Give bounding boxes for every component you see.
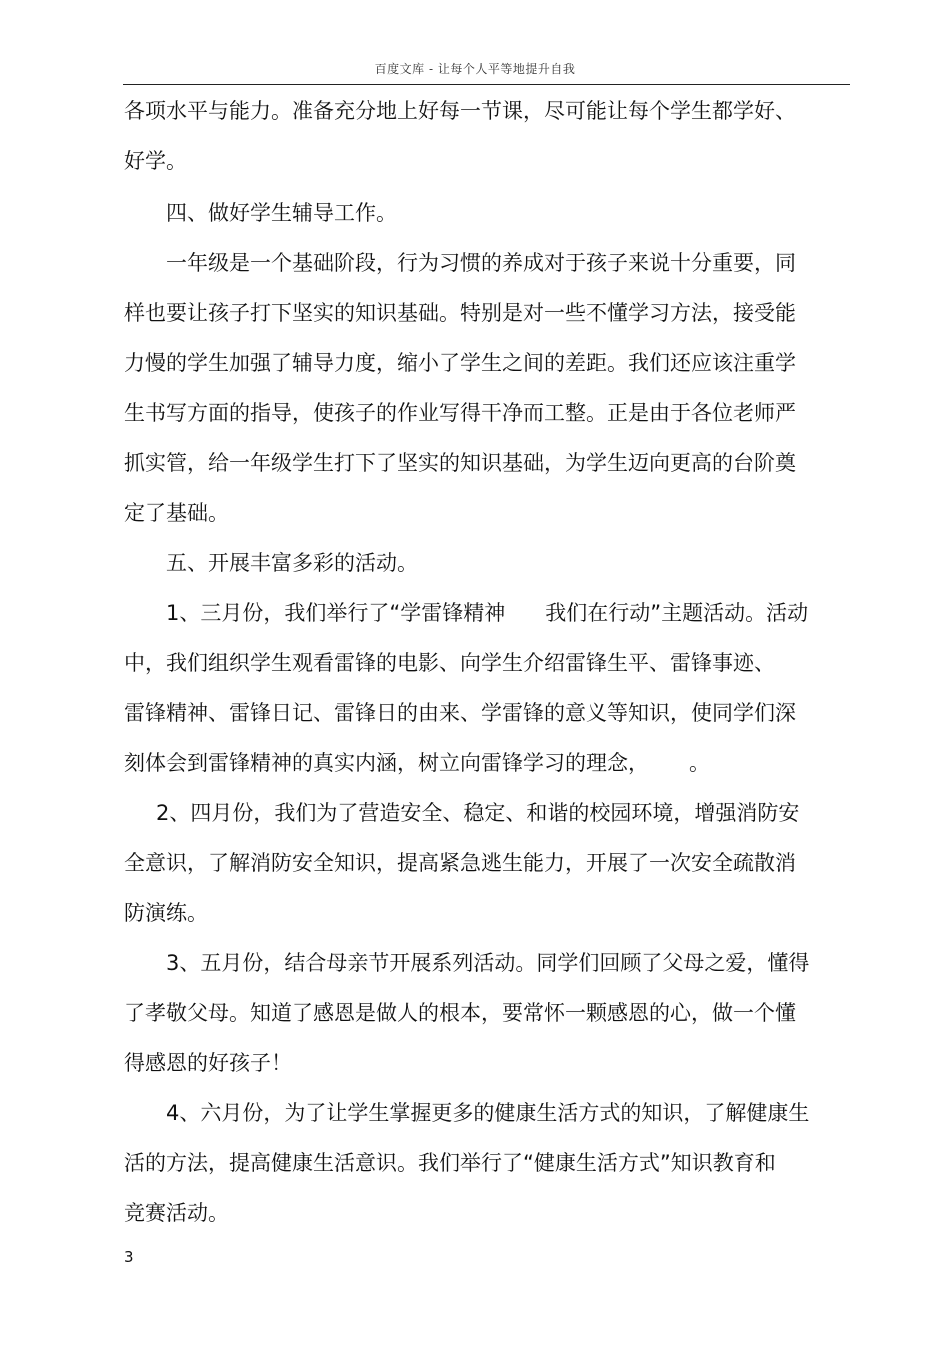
body-line: 力慢的学生加强了辅导力度，缩小了学生之间的差距。我们还应该注重学 [124,351,796,375]
body-line: 了孝敬父母。知道了感恩是做人的根本，要常怀一颗感恩的心，做一个懂 [124,1001,796,1025]
body-line: 雷锋精神、雷锋日记、雷锋日的由来、学雷锋的意义等知识，使同学们深 [124,701,796,725]
header-divider [123,84,850,85]
body-line: 定了基础。 [124,501,229,525]
body-line: 中，我们组织学生观看雷锋的电影、向学生介绍雷锋生平、雷锋事迹、 [124,651,775,675]
body-line: 活的方法，提高健康生活意识。我们举行了“健康生活方式”知识教育和 [124,1151,776,1175]
page-header: 百度文库 - 让每个人平等地提升自我 [374,62,576,76]
body-line: 2、四月份，我们为了营造安全、稳定、和谐的校园环境，增强消防安 [156,801,800,825]
body-line: 竞赛活动。 [124,1201,229,1225]
body-line: 样也要让孩子打下坚实的知识基础。特别是对一些不懂学习方法，接受能 [124,301,796,325]
body-line: 刻体会到雷锋精神的真实内涵，树立向雷锋学习的理念， 。 [124,751,711,775]
body-line: 得感恩的好孩子！ [124,1051,292,1075]
section-heading: 五、开展丰富多彩的活动。 [166,551,418,575]
body-line: 一年级是一个基础阶段，行为习惯的养成对于孩子来说十分重要，同 [166,251,796,275]
section-heading: 四、做好学生辅导工作。 [166,201,397,225]
body-line: 3、五月份，结合母亲节开展系列活动。同学们回顾了父母之爱，懂得 [166,951,810,975]
body-line: 4、六月份，为了让学生掌握更多的健康生活方式的知识，了解健康生 [166,1101,810,1125]
body-line: 抓实管，给一年级学生打下了坚实的知识基础，为学生迈向更高的台阶奠 [124,451,796,475]
body-line: 防演练。 [124,901,208,925]
body-line: 生书写方面的指导，使孩子的作业写得干净而工整。正是由于各位老师严 [124,401,796,425]
body-line: 全意识，了解消防安全知识，提高紧急逃生能力，开展了一次安全疏散消 [124,851,796,875]
body-line: 各项水平与能力。准备充分地上好每一节课，尽可能让每个学生都学好、 [124,99,796,123]
page-number: 3 [124,1248,134,1266]
body-line: 1、三月份，我们举行了“学雷锋精神 我们在行动”主题活动。活动 [166,601,809,625]
body-line: 好学。 [124,149,187,173]
